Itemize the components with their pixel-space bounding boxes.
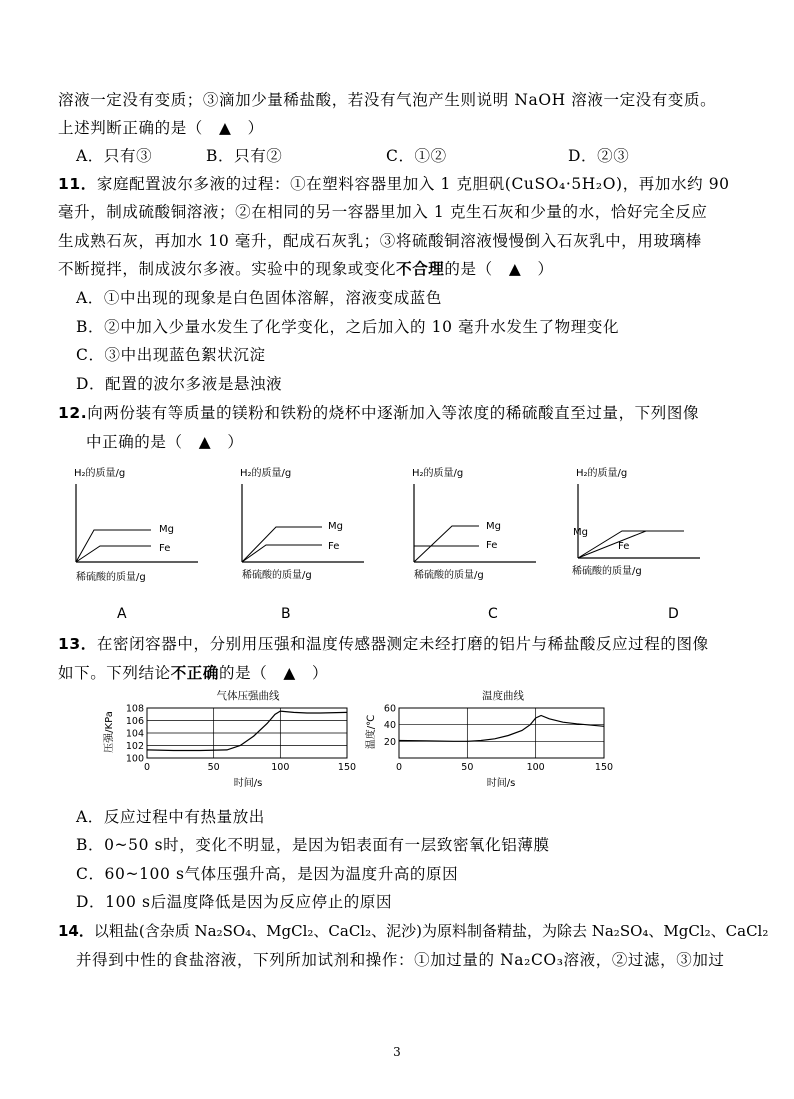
q12-chart-b: [232, 462, 382, 591]
q10-option-d: D．②③: [568, 147, 630, 165]
pressure-chart-xtick-label: 150: [337, 762, 357, 773]
pressure-chart-ytick-label: 100: [125, 753, 144, 765]
q14-line1: [58, 921, 768, 941]
chart-a-fe-label: Fe: [159, 543, 171, 554]
q13-emphasis: 不正确: [170, 663, 220, 682]
pressure-chart-xtick-label: 50: [207, 762, 220, 773]
q12-line2: 中正确的是（ ▲ ）: [86, 433, 244, 451]
q12-number: 12.: [58, 404, 88, 422]
temperature-chart-xtick-label: 100: [526, 762, 545, 773]
q13-number: 13．: [58, 635, 97, 653]
pressure-chart-xlabel: 时间/s: [233, 778, 263, 789]
q13-line1: [58, 634, 709, 654]
pressure-chart-series-line: [147, 711, 347, 750]
q13-option-d: D．100 s后温度降低是因为反应停止的原因: [76, 893, 393, 911]
temperature-chart-ytick-label: 60: [383, 703, 396, 715]
q10-option-a: A．只有③: [76, 147, 153, 165]
pressure-chart-ytick-label: 106: [125, 716, 144, 727]
q12-label-a: A: [117, 606, 127, 622]
temperature-chart-title: 温度曲线: [482, 690, 524, 702]
q13-text2a: 如下。下列结论: [58, 664, 171, 682]
chart-c-mg-label: Mg: [486, 521, 501, 532]
pressure-chart-ytick-label: 104: [125, 728, 144, 740]
pressure-chart-ytick-label: 102: [125, 741, 144, 752]
temperature-chart-ytick-label: 20: [383, 736, 396, 748]
temperature-chart-ylabel: 温度/℃: [366, 714, 377, 750]
q14-line2: 并得到中性的食盐溶液，下列所加试剂和操作：①加过量的 Na₂CO₃溶液，②过滤，③加过: [76, 951, 725, 969]
q11-option-d: D．配置的波尔多液是悬浊液: [76, 375, 283, 393]
q13-line2: [58, 663, 328, 683]
q11-option-b: B．②中加入少量水发生了化学变化，之后加入的 10 毫升水发生了物理变化: [76, 318, 620, 336]
q11-option-a: A．①中出现的现象是白色固体溶解，溶液变成蓝色: [76, 289, 442, 307]
temperature-chart-series-line: [399, 716, 604, 742]
q11-line2: 毫升，制成硫酸铜溶液；②在相同的另一容器里加入 1 克生石灰和少量的水，恰好完全反应: [58, 203, 708, 221]
q11-line3: 生成熟石灰，再加水 10 毫升，配成石灰乳；③将硫酸铜溶液慢慢倒入石灰乳中，用玻璃棒: [58, 232, 702, 250]
page-number: 3: [393, 1045, 401, 1059]
chart-c-fe-label: Fe: [486, 540, 498, 551]
q13-temperature-chart: [368, 686, 638, 796]
q11-line4: [58, 259, 554, 279]
chart-b-fe-line: [242, 545, 322, 562]
q11-line1: [58, 174, 730, 194]
q11-number: 11．: [58, 175, 97, 193]
chart-d-xlabel: 稀硫酸的质量/g: [572, 566, 642, 577]
q13-pressure-chart: [100, 686, 370, 796]
q12-label-c: C: [488, 606, 498, 622]
chart-d-mg-label: Mg: [573, 527, 588, 538]
q12-label-b: B: [281, 606, 291, 622]
chart-c-mg-line: [414, 526, 479, 562]
pressure-chart-xtick-label: 100: [271, 762, 290, 773]
chart-d-ylabel: H₂的质量/g: [576, 468, 628, 479]
chart-a-ylabel: H₂的质量/g: [74, 468, 126, 479]
q11-option-c: C．③中出现蓝色絮状沉淀: [76, 346, 266, 364]
chart-b-mg-label: Mg: [328, 521, 343, 532]
temperature-chart-xtick-label: 150: [594, 762, 614, 773]
pressure-chart-xtick-label: 0: [143, 762, 151, 773]
chart-a-fe-line: [76, 546, 151, 562]
q11-text1: 家庭配置波尔多液的过程：①在塑料容器里加入 1 克胆矾(CuSO₄·5H₂O)，再加水约 90: [96, 175, 730, 193]
q14-text1: 以粗盐(含杂质 Na₂SO₄、MgCl₂、CaCl₂、泥沙)为原料制备精盐，为除去 Na₂SO₄、MgCl₂、CaCl₂: [93, 922, 769, 940]
q12-line1: [58, 403, 699, 423]
q13-option-b: B．0~50 s时，变化不明显，是因为铝表面有一层致密氧化铝薄膜: [76, 836, 550, 854]
chart-c-fe-line: [414, 546, 479, 562]
q11-emphasis: 不合理: [396, 259, 445, 278]
chart-a-mg-label: Mg: [159, 524, 174, 535]
chart-c-ylabel: H₂的质量/g: [412, 468, 464, 479]
chart-d-fe-label: Fe: [618, 541, 630, 552]
q10-question-line: 上述判断正确的是（ ▲ ）: [58, 119, 264, 137]
temperature-chart-xtick-label: 50: [461, 762, 474, 773]
q13-text1: 在密闭容器中，分别用压强和温度传感器测定未经打磨的铝片与稀盐酸反应过程的图像: [96, 635, 709, 653]
q12-label-d: D: [668, 606, 679, 622]
pressure-chart-ytick-label: 108: [125, 703, 144, 715]
q14-number: 14．: [58, 922, 94, 940]
q10-option-c: C．①②: [386, 147, 447, 165]
chart-c-xlabel: 稀硫酸的质量/g: [414, 570, 484, 581]
q13-text2c: 的是（ ▲ ）: [219, 664, 329, 682]
chart-d-fe-line: [578, 531, 646, 558]
q12-chart-d: [566, 462, 716, 591]
q12-chart-c: [404, 462, 554, 591]
q13-option-a: A．反应过程中有热量放出: [76, 808, 265, 826]
temperature-chart-plot-frame: [399, 708, 604, 758]
q12-text1: 向两份装有等质量的镁粉和铁粉的烧杯中逐渐加入等浓度的稀硫酸直至过量，下列图像: [87, 404, 700, 422]
temperature-chart-ytick-label: 40: [383, 720, 396, 732]
q10-option-b: B．只有②: [206, 147, 283, 165]
chart-b-xlabel: 稀硫酸的质量/g: [242, 570, 312, 581]
pressure-chart-ylabel: 压强/KPa: [104, 711, 115, 753]
chart-a-xlabel: 稀硫酸的质量/g: [76, 572, 146, 583]
q11-text4a: 不断搅拌，制成波尔多液。实验中的现象或变化: [58, 260, 397, 278]
chart-b-fe-label: Fe: [328, 541, 340, 552]
q11-text4c: 的是（ ▲ ）: [444, 260, 554, 278]
chart-d-mg-line: [578, 531, 684, 558]
chart-b-ylabel: H₂的质量/g: [240, 468, 292, 479]
temperature-chart-xtick-label: 0: [395, 762, 403, 773]
q10-text-line1: 溶液一定没有变质；③滴加少量稀盐酸，若没有气泡产生则说明 NaOH 溶液一定没有变质。: [58, 91, 717, 109]
q13-option-c: C．60~100 s气体压强升高，是因为温度升高的原因: [76, 865, 459, 883]
temperature-chart-xlabel: 时间/s: [486, 778, 516, 789]
q12-chart-a: [66, 462, 216, 591]
pressure-chart-title: 气体压强曲线: [216, 690, 280, 702]
